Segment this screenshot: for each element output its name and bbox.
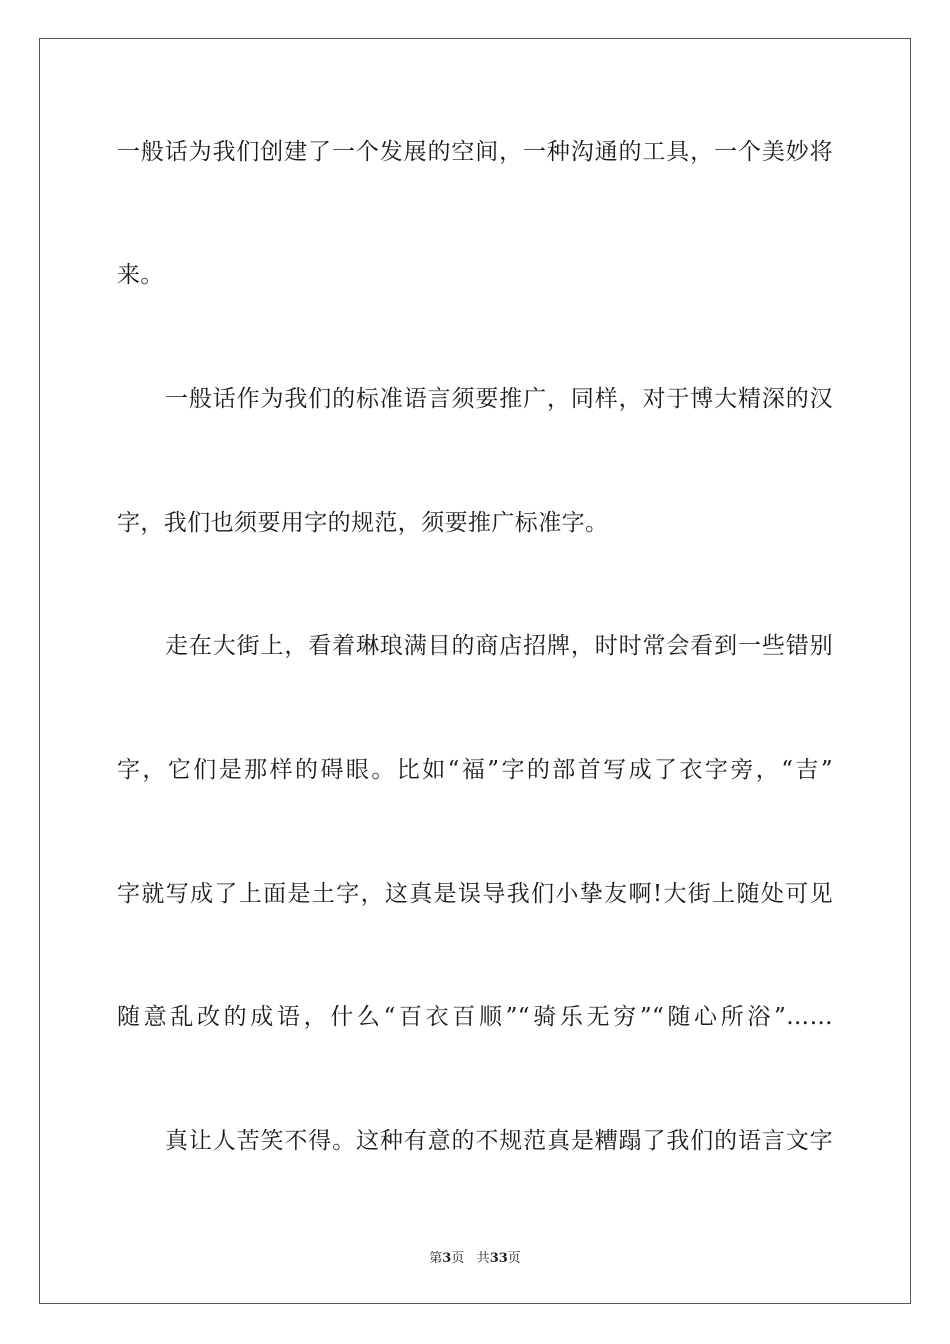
text-line-7: 字就写成了上面是土字，这真是误导我们小挚友啊!大街上随处可见: [117, 881, 833, 907]
footer-page-number: 3: [442, 1251, 452, 1266]
page-footer: [0, 1247, 950, 1266]
text-line-5: 走在大街上，看着琳琅满目的商店招牌，时时常会看到一些错别: [165, 633, 833, 659]
text-line-3: 一般话作为我们的标准语言须要推广，同样，对于博大精深的汉: [165, 386, 833, 412]
footer-page-suffix: 页: [451, 1251, 465, 1266]
text-line-9: 真让人苦笑不得。这种有意的不规范真是糟蹋了我们的语言文字: [165, 1128, 833, 1154]
text-line-1: 一般话为我们创建了一个发展的空间，一种沟通的工具，一个美妙将: [117, 139, 833, 165]
text-line-2: 来。: [117, 262, 164, 288]
text-line-6: 字，它们是那样的碍眼。比如“福”字的部首写成了衣字旁，“吉”: [117, 757, 833, 783]
text-line-8: 随意乱改的成语，什么“百衣百顺”“骑乐无穷”“随心所浴”……: [117, 1004, 833, 1030]
text-line-4: 字，我们也须要用字的规范，须要推广标准字。: [117, 510, 609, 536]
page-border: [39, 38, 911, 1304]
footer-page-prefix: 第: [429, 1251, 443, 1266]
footer-total-prefix: 共: [476, 1251, 490, 1266]
footer-total-pages: 33: [489, 1251, 508, 1266]
footer-total-suffix: 页: [507, 1251, 521, 1266]
